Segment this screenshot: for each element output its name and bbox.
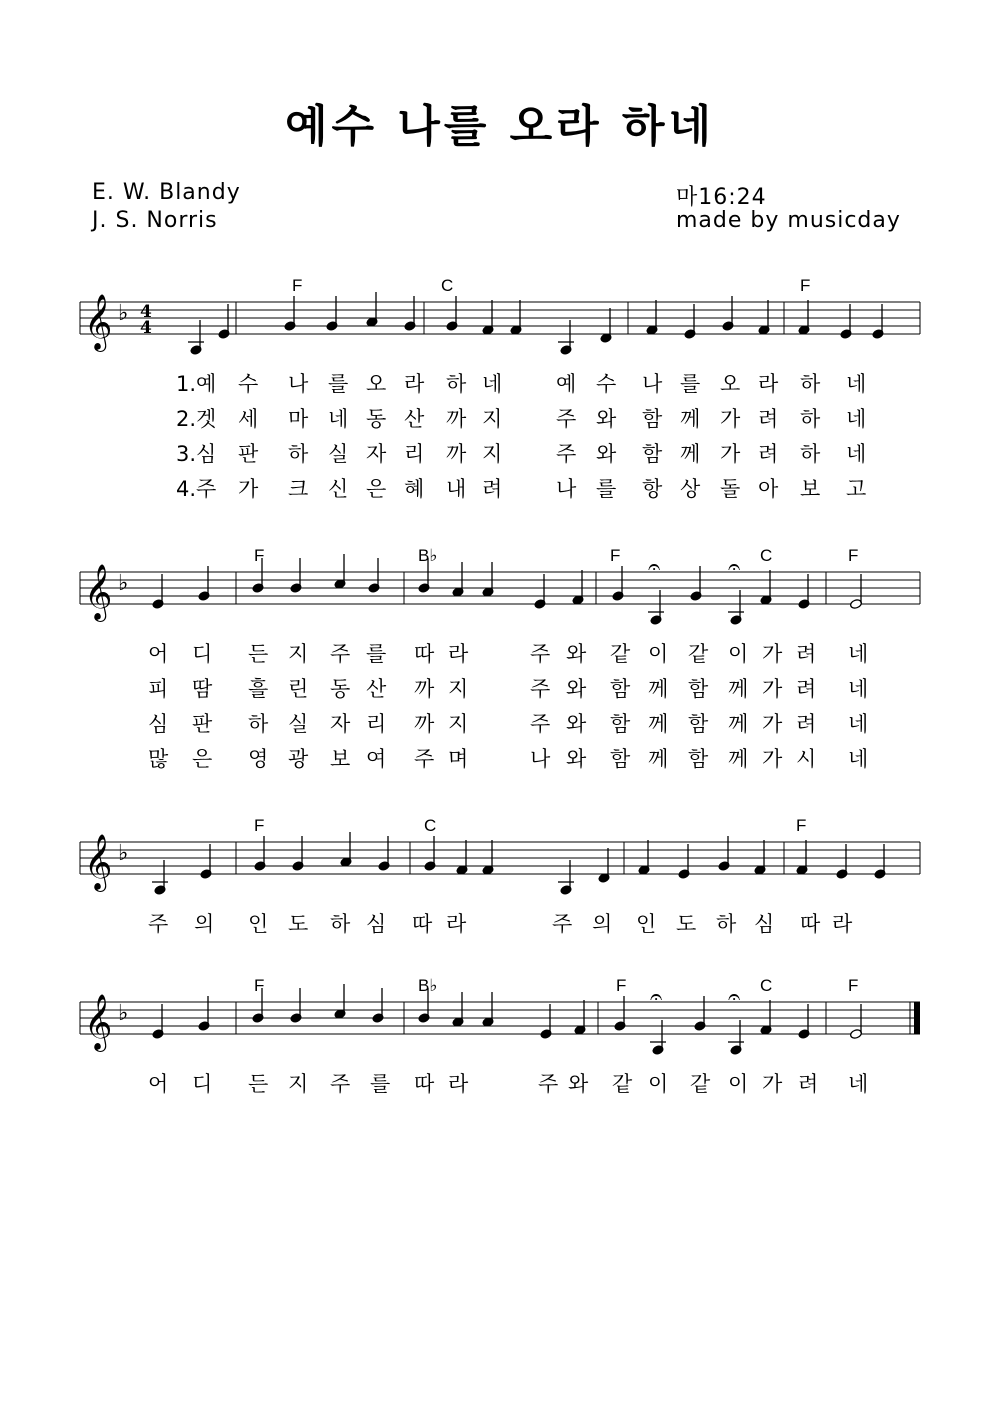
lyric-syllable: 께 <box>648 747 669 771</box>
lyric-syllable: 주 <box>530 712 551 736</box>
lyric-syllable: 께 <box>728 712 749 736</box>
chord-symbol: F <box>800 276 811 295</box>
lyric-syllable: 돌 <box>720 477 741 501</box>
lyric-syllable: 보 <box>330 747 351 771</box>
lyric-syllable: 같 <box>612 1072 633 1096</box>
lyric-syllable: 나 <box>642 372 663 396</box>
lyric-syllable: 하 <box>288 442 309 466</box>
lyric-syllable: 함 <box>688 747 709 771</box>
music-staff <box>0 972 1000 1072</box>
lyric-syllable: 와 <box>566 677 587 701</box>
lyric-syllable: 디 <box>192 642 213 666</box>
lyric-syllable: 리 <box>404 442 425 466</box>
lyric-syllable: 예 <box>556 372 577 396</box>
composer-credit: J. S. Norris <box>92 208 218 233</box>
lyric-syllable: 와 <box>568 1072 589 1096</box>
lyric-syllable: 함 <box>688 712 709 736</box>
flat-key-icon: ♭ <box>118 1001 129 1026</box>
lyric-syllable: 하 <box>800 442 821 466</box>
chord-symbol: C <box>760 976 773 995</box>
lyric-syllable: 께 <box>648 677 669 701</box>
lyric-syllable: 혜 <box>404 477 425 501</box>
lyric-syllable: 같 <box>688 642 709 666</box>
lyric-syllable: 오 <box>720 372 741 396</box>
lyric-syllable: 오 <box>366 372 387 396</box>
lyric-syllable: 동 <box>366 407 387 431</box>
lyric-syllable: 시 <box>796 747 817 771</box>
lyric-syllable: 주 <box>530 642 551 666</box>
lyric-syllable: 지 <box>288 642 309 666</box>
lyric-syllable: 자 <box>366 442 387 466</box>
lyric-syllable: 심 <box>754 912 775 936</box>
lyric-syllable: 가 <box>762 642 783 666</box>
chord-symbol: F <box>796 816 807 835</box>
lyric-syllable: 와 <box>566 747 587 771</box>
chord-symbol: F <box>610 546 621 565</box>
lyric-syllable: 상 <box>680 477 701 501</box>
fermata-icon: 𝄐 <box>650 985 663 1010</box>
lyric-syllable: 린 <box>288 677 309 701</box>
lyric-syllable: 하 <box>716 912 737 936</box>
staff-system-3 <box>0 812 1000 936</box>
lyric-syllable: 와 <box>596 442 617 466</box>
lyric-syllable: 보 <box>800 477 821 501</box>
lyric-syllable: 어 <box>148 1072 169 1096</box>
music-staff <box>0 812 1000 912</box>
lyric-syllable: 라 <box>448 642 469 666</box>
treble-clef-icon: 𝄞 <box>84 994 113 1050</box>
lyric-syllable: 려 <box>796 677 817 701</box>
lyric-syllable: 따 <box>412 912 433 936</box>
lyric-syllable: 인 <box>248 912 269 936</box>
lyric-syllable: 주 <box>556 442 577 466</box>
lyric-syllable: 땀 <box>192 677 213 701</box>
lyric-syllable: 려 <box>758 442 779 466</box>
lyric-syllable: 도 <box>288 912 309 936</box>
lyric-syllable: 주 <box>414 747 435 771</box>
treble-clef-icon: 𝄞 <box>84 564 113 620</box>
lyric-syllable: 인 <box>636 912 657 936</box>
chord-symbol: B♭ <box>418 546 438 565</box>
lyric-syllable: 가 <box>762 677 783 701</box>
music-staff <box>0 272 1000 372</box>
lyric-syllable: 까 <box>446 407 467 431</box>
lyric-syllable: 네 <box>482 372 503 396</box>
lyric-syllable: 함 <box>610 712 631 736</box>
lyric-line-verse-1 <box>148 368 878 396</box>
svg-text:4: 4 <box>140 318 152 338</box>
lyric-syllable: 와 <box>566 712 587 736</box>
fermata-icon: 𝄐 <box>728 555 741 580</box>
lyric-syllable: 하 <box>330 912 351 936</box>
lyric-syllable: 도 <box>676 912 697 936</box>
lyric-syllable: 은 <box>366 477 387 501</box>
lyric-syllable: 께 <box>680 442 701 466</box>
lyric-syllable: 1.예 <box>176 372 217 396</box>
lyric-syllable: 지 <box>448 677 469 701</box>
lyric-syllable: 께 <box>648 712 669 736</box>
svg-text:4: 4 <box>140 302 152 322</box>
lyric-syllable: 따 <box>414 1072 435 1096</box>
lyric-line-verse-1 <box>148 908 878 936</box>
chord-symbol: C <box>424 816 437 835</box>
lyric-syllable: 이 <box>728 1072 749 1096</box>
lyric-syllable: 까 <box>446 442 467 466</box>
lyric-syllable: 네 <box>846 407 867 431</box>
lyric-syllable: 마 <box>288 407 309 431</box>
lyric-syllable: 주 <box>330 642 351 666</box>
lyric-syllable: 와 <box>566 642 587 666</box>
lyric-syllable: 4.주 <box>176 477 217 501</box>
lyric-syllable: 라 <box>832 912 853 936</box>
lyric-syllable: 네 <box>848 677 869 701</box>
lyric-line-verse-2 <box>148 673 878 701</box>
chord-symbol: C <box>760 546 773 565</box>
lyric-line-verse-2 <box>148 403 878 431</box>
staff-system-4 <box>0 972 1000 1096</box>
lyric-syllable: 네 <box>846 372 867 396</box>
lyric-syllable: 하 <box>248 712 269 736</box>
lyric-syllable: 나 <box>530 747 551 771</box>
lyricist-credit: E. W. Blandy <box>92 180 241 205</box>
lyric-syllable: 내 <box>446 477 467 501</box>
lyric-syllable: 이 <box>728 642 749 666</box>
lyric-syllable: 함 <box>642 442 663 466</box>
lyric-syllable: 께 <box>728 747 749 771</box>
lyric-syllable: 려 <box>796 642 817 666</box>
lyric-syllable: 실 <box>288 712 309 736</box>
lyric-syllable: 산 <box>366 677 387 701</box>
scripture-reference: 마16:24 <box>676 185 767 210</box>
lyric-syllable: 를 <box>596 477 617 501</box>
staff-system-2 <box>0 542 1000 771</box>
lyric-syllable: 세 <box>238 407 259 431</box>
chord-symbol: F <box>254 546 265 565</box>
lyric-syllable: 실 <box>328 442 349 466</box>
lyric-syllable: 를 <box>328 372 349 396</box>
lyric-line-verse-4 <box>148 473 878 501</box>
lyric-syllable: 지 <box>482 407 503 431</box>
lyric-syllable: 의 <box>194 912 215 936</box>
lyric-syllable: 라 <box>758 372 779 396</box>
lyric-syllable: 려 <box>758 407 779 431</box>
lyric-syllable: 아 <box>758 477 779 501</box>
lyric-syllable: 네 <box>848 747 869 771</box>
lyric-syllable: 주 <box>330 1072 351 1096</box>
lyric-syllable: 영 <box>248 747 269 771</box>
lyric-syllable: 많 <box>148 747 169 771</box>
lyric-syllable: 가 <box>720 442 741 466</box>
lyric-syllable: 까 <box>414 677 435 701</box>
staff-system-1 <box>0 272 1000 501</box>
chord-symbol: F <box>848 546 859 565</box>
lyric-syllable: 자 <box>330 712 351 736</box>
lyric-syllable: 네 <box>848 1072 869 1096</box>
lyric-syllable: 주 <box>538 1072 559 1096</box>
lyric-syllable: 판 <box>192 712 213 736</box>
lyric-syllable: 려 <box>798 1072 819 1096</box>
lyric-syllable: 피 <box>148 677 169 701</box>
lyric-syllable: 심 <box>148 712 169 736</box>
lyric-syllable: 동 <box>330 677 351 701</box>
lyric-syllable: 든 <box>248 1072 269 1096</box>
lyric-syllable: 지 <box>448 712 469 736</box>
lyric-syllable: 리 <box>366 712 387 736</box>
lyric-syllable: 께 <box>680 407 701 431</box>
lyric-syllable: 어 <box>148 642 169 666</box>
lyric-syllable: 려 <box>482 477 503 501</box>
chord-symbol: F <box>616 976 627 995</box>
lyric-syllable: 3.심 <box>176 442 217 466</box>
treble-clef-icon: 𝄞 <box>84 294 113 350</box>
chord-symbol: F <box>254 976 265 995</box>
lyric-syllable: 같 <box>690 1072 711 1096</box>
arranger-credit: made by musicday <box>676 208 901 233</box>
flat-key-icon: ♭ <box>118 571 129 596</box>
lyric-syllable: 의 <box>592 912 613 936</box>
lyric-syllable: 함 <box>642 407 663 431</box>
chord-symbol: B♭ <box>418 976 438 995</box>
lyric-syllable: 신 <box>328 477 349 501</box>
lyric-line-verse-4 <box>148 743 878 771</box>
lyric-syllable: 께 <box>728 677 749 701</box>
lyric-syllable: 따 <box>800 912 821 936</box>
lyric-syllable: 은 <box>192 747 213 771</box>
lyric-syllable: 항 <box>642 477 663 501</box>
lyric-line-verse-1 <box>148 638 878 666</box>
lyric-syllable: 하 <box>800 372 821 396</box>
music-staff <box>0 542 1000 642</box>
lyric-syllable: 가 <box>762 1072 783 1096</box>
lyric-syllable: 네 <box>846 442 867 466</box>
lyric-syllable: 함 <box>610 747 631 771</box>
lyric-syllable: 이 <box>648 642 669 666</box>
lyric-syllable: 라 <box>404 372 425 396</box>
chord-symbol: F <box>848 976 859 995</box>
lyric-syllable: 2.겟 <box>176 407 217 431</box>
lyric-syllable: 를 <box>366 642 387 666</box>
fermata-icon: 𝄐 <box>648 555 661 580</box>
lyric-syllable: 하 <box>446 372 467 396</box>
lyric-syllable: 함 <box>688 677 709 701</box>
lyric-syllable: 네 <box>848 712 869 736</box>
lyric-syllable: 를 <box>370 1072 391 1096</box>
chord-symbol: C <box>441 276 454 295</box>
chord-symbol: F <box>254 816 265 835</box>
lyric-syllable: 가 <box>720 407 741 431</box>
lyric-syllable: 주 <box>552 912 573 936</box>
final-barline <box>914 1002 920 1034</box>
lyric-syllable: 나 <box>288 372 309 396</box>
lyric-syllable: 주 <box>556 407 577 431</box>
lyric-syllable: 산 <box>404 407 425 431</box>
song-title: 예수 나를 오라 하네 <box>285 101 715 152</box>
lyric-line-verse-1 <box>148 1068 878 1096</box>
chord-symbol: F <box>292 276 303 295</box>
lyric-syllable: 수 <box>596 372 617 396</box>
lyric-syllable: 까 <box>414 712 435 736</box>
lyric-syllable: 여 <box>366 747 387 771</box>
lyric-syllable: 며 <box>448 747 469 771</box>
lyric-syllable: 라 <box>446 912 467 936</box>
lyric-syllable: 네 <box>328 407 349 431</box>
lyric-syllable: 든 <box>248 642 269 666</box>
lyric-syllable: 같 <box>610 642 631 666</box>
lyric-line-verse-3 <box>148 438 878 466</box>
lyric-syllable: 고 <box>846 477 867 501</box>
lyric-syllable: 지 <box>482 442 503 466</box>
lyric-syllable: 함 <box>610 677 631 701</box>
lyric-syllable: 이 <box>648 1072 669 1096</box>
lyric-syllable: 디 <box>192 1072 213 1096</box>
lyric-line-verse-3 <box>148 708 878 736</box>
lyric-syllable: 크 <box>288 477 309 501</box>
lyric-syllable: 가 <box>762 747 783 771</box>
lyric-syllable: 광 <box>288 747 309 771</box>
lyric-syllable: 판 <box>238 442 259 466</box>
flat-key-icon: ♭ <box>118 841 129 866</box>
lyric-syllable: 따 <box>414 642 435 666</box>
lyric-syllable: 주 <box>148 912 169 936</box>
flat-key-icon: ♭ <box>118 301 129 326</box>
lyric-syllable: 를 <box>680 372 701 396</box>
lyric-syllable: 나 <box>556 477 577 501</box>
lyric-syllable: 하 <box>800 407 821 431</box>
lyric-syllable: 수 <box>238 372 259 396</box>
lyric-syllable: 네 <box>848 642 869 666</box>
lyric-syllable: 라 <box>448 1072 469 1096</box>
treble-clef-icon: 𝄞 <box>84 834 113 890</box>
lyric-syllable: 려 <box>796 712 817 736</box>
fermata-icon: 𝄐 <box>728 985 741 1010</box>
lyric-syllable: 지 <box>288 1072 309 1096</box>
lyric-syllable: 가 <box>238 477 259 501</box>
lyric-syllable: 주 <box>530 677 551 701</box>
lyric-syllable: 심 <box>366 912 387 936</box>
lyric-syllable: 가 <box>762 712 783 736</box>
lyric-syllable: 흘 <box>248 677 269 701</box>
lyric-syllable: 와 <box>596 407 617 431</box>
